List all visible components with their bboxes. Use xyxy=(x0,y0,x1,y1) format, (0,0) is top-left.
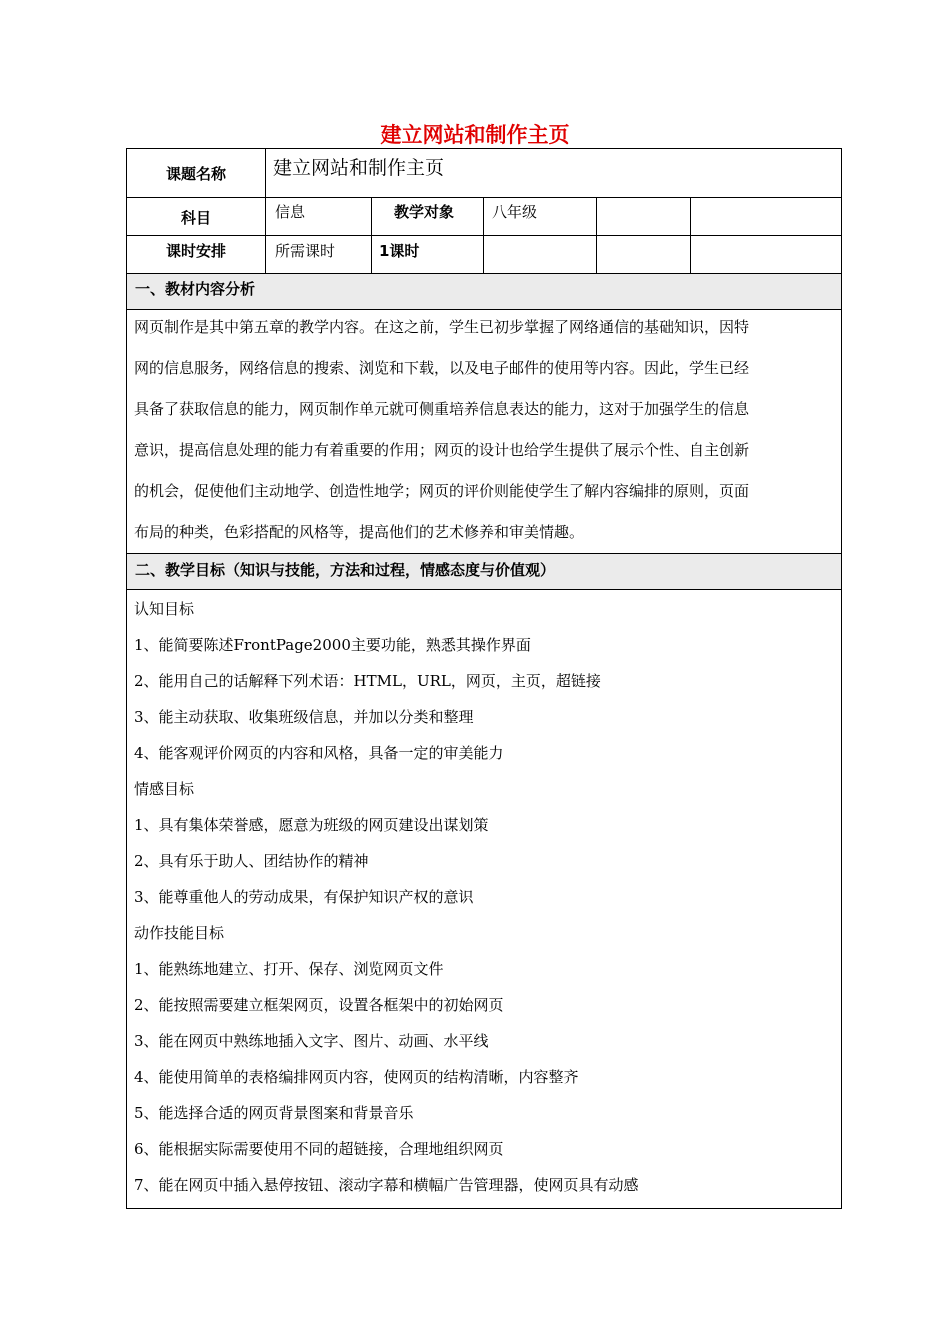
course-name-value: 建立网站和制作主页 xyxy=(273,157,445,179)
body-line: 情感目标 xyxy=(134,780,195,798)
row-divider xyxy=(126,309,842,310)
audience-value: 八年级 xyxy=(492,203,538,221)
body-line: 4、能使用简单的表格编排网页内容，使网页的结构清晰，内容整齐 xyxy=(134,1068,579,1086)
body-line: 3、能主动获取、收集班级信息，并加以分类和整理 xyxy=(134,708,474,726)
section-heading: 一、教材内容分析 xyxy=(127,274,841,309)
col-divider xyxy=(690,197,691,273)
body-line: 1、能熟练地建立、打开、保存、浏览网页文件 xyxy=(134,960,444,978)
body-line: 具备了获取信息的能力，网页制作单元就可侧重培养信息表达的能力，这对于加强学生的信息 xyxy=(134,400,750,418)
body-line: 1、能简要陈述FrontPage2000主要功能，熟悉其操作界面 xyxy=(134,636,531,654)
body-line: 网的信息服务，网络信息的搜索、浏览和下载，以及电子邮件的使用等内容。因此，学生已经 xyxy=(134,359,750,377)
schedule-label: 课时安排 xyxy=(165,242,226,260)
col-divider xyxy=(371,197,372,273)
row-divider xyxy=(126,197,842,198)
body-line: 2、能用自己的话解释下列术语：HTML，URL，网页，主页，超链接 xyxy=(134,672,601,690)
body-line: 4、能客观评价网页的内容和风格，具备一定的审美能力 xyxy=(134,744,504,762)
subject-value: 信息 xyxy=(275,203,306,221)
body-line: 7、能在网页中插入悬停按钮、滚动字幕和横幅广告管理器，使网页具有动感 xyxy=(134,1176,639,1194)
required-hours-value: 1课时 xyxy=(379,242,420,260)
body-line: 3、能尊重他人的劳动成果，有保护知识产权的意识 xyxy=(134,888,474,906)
document-title: 建立网站和制作主页 xyxy=(380,123,570,147)
body-line: 2、能按照需要建立框架网页，设置各框架中的初始网页 xyxy=(134,996,504,1014)
required-hours-label: 所需课时 xyxy=(275,242,336,260)
body-line: 意识，提高信息处理的能力有着重要的作用；网页的设计也给学生提供了展示个性、自主创新 xyxy=(134,441,750,459)
row-divider xyxy=(126,235,842,236)
body-line: 认知目标 xyxy=(134,600,195,618)
body-line: 的机会，促使他们主动地学、创造性地学；网页的评价则能使学生了解内容编排的原则，页面 xyxy=(134,482,750,500)
col-divider xyxy=(265,148,266,273)
row-divider xyxy=(126,589,842,590)
course-name-label: 课题名称 xyxy=(165,165,226,183)
col-divider xyxy=(596,197,597,273)
body-line: 网页制作是其中第五章的教学内容。在这之前，学生已初步掌握了网络通信的基础知识，因特 xyxy=(134,318,750,336)
subject-label: 科目 xyxy=(180,209,211,227)
body-line: 动作技能目标 xyxy=(134,924,225,942)
body-line: 6、能根据实际需要使用不同的超链接，合理地组织网页 xyxy=(134,1140,504,1158)
section-heading: 二、教学目标（知识与技能，方法和过程，情感态度与价值观） xyxy=(127,554,841,589)
body-line: 1、具有集体荣誉感，愿意为班级的网页建设出谋划策 xyxy=(134,816,489,834)
body-line: 3、能在网页中熟练地插入文字、图片、动画、水平线 xyxy=(134,1032,489,1050)
audience-label: 教学对象 xyxy=(394,203,455,221)
body-line: 5、能选择合适的网页背景图案和背景音乐 xyxy=(134,1104,414,1122)
body-line: 布局的种类，色彩搭配的风格等，提高他们的艺术修养和审美情趣。 xyxy=(134,523,585,541)
col-divider xyxy=(483,197,484,273)
body-line: 2、具有乐于助人、团结协作的精神 xyxy=(134,852,369,870)
